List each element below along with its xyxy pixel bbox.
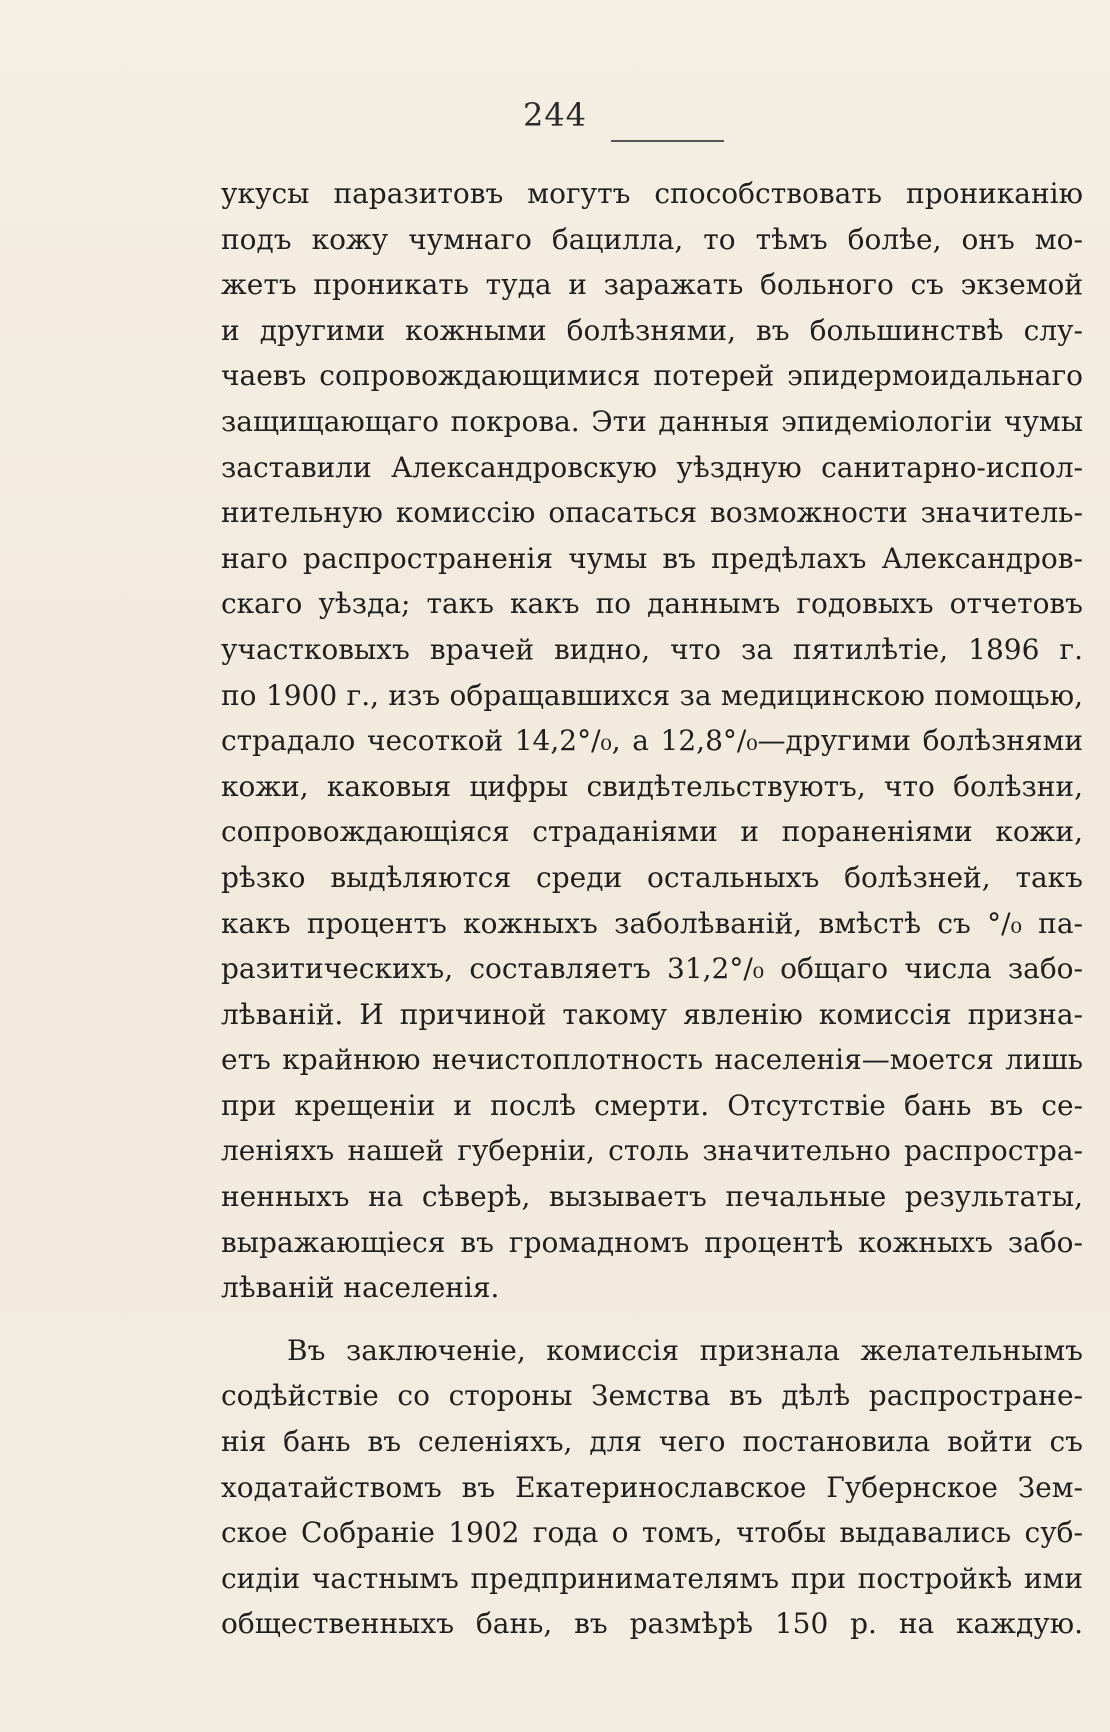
text-line: участковыхъ врачей видно, что за пятилѣтіе, 1896 г. [221, 632, 1083, 666]
page-number: 244 [522, 96, 588, 134]
text-line: разитическихъ, составляетъ 31,2°/₀ общаго числа забо- [221, 952, 1083, 986]
text-line: кожи, каковыя цифры свидѣтельствуютъ, что болѣзни, [221, 769, 1083, 803]
body-text [221, 171, 1083, 1647]
text-line: содѣйствіе со стороны Земства въ дѣлѣ распростране- [221, 1379, 1083, 1413]
text-line: леніяхъ нашей губерніи, столь значительно распростра- [221, 1134, 1083, 1168]
text-line: и другими кожными болѣзнями, въ большинствѣ слу- [221, 313, 1083, 347]
text-line: по 1900 г., изъ обращавшихся за медицинскою помощью, [221, 678, 1083, 712]
paragraph-gap [221, 1311, 1083, 1328]
text-line: сидіи частнымъ предпринимателямъ при постройкѣ ими [221, 1561, 1083, 1595]
text-line: какъ процентъ кожныхъ заболѣваній, вмѣстѣ съ °/₀ па- [221, 906, 1083, 940]
text-line: лѣваній. И причиной такому явленію комиссія призна- [221, 997, 1083, 1031]
text-line: ское Собраніе 1902 года о томъ, чтобы выдавались суб- [221, 1516, 1083, 1550]
text-line: страдало чесоткой 14,2°/₀, а 12,8°/₀—другими болѣзнями [221, 724, 1083, 758]
text-line: нительную комиссію опасаться возможности значитель- [221, 496, 1083, 530]
text-line: общественныхъ бань, въ размѣрѣ 150 р. на каждую. [221, 1607, 1083, 1641]
text-line: чаевъ сопровождающимися потерей эпидермоидальнаго [221, 359, 1083, 393]
text-line: Въ заключеніе, комиссія признала желательнымъ [287, 1333, 1083, 1367]
text-line: выражающіеся въ громадномъ процентѣ кожныхъ забо- [221, 1225, 1083, 1259]
text-line: етъ крайнюю нечистоплотность населенія—моется лишь [221, 1043, 1083, 1077]
text-line: рѣзко выдѣляются среди остальныхъ болѣзней, такъ [221, 860, 1083, 894]
text-line: жетъ проникать туда и заражать больного съ экземой [221, 268, 1083, 302]
paragraph-2 [221, 1328, 1083, 1647]
paragraph-1 [221, 171, 1083, 1311]
text-line: ненныхъ на сѣверѣ, вызываетъ печальные результаты, [221, 1180, 1083, 1214]
text-line: ходатайствомъ въ Екатеринославское Губернское Зем- [221, 1470, 1083, 1504]
text-line: скаго уѣзда; такъ какъ по даннымъ годовыхъ отчетовъ [221, 587, 1083, 621]
text-line: подъ кожу чумнаго бацилла, то тѣмъ болѣе, онъ мо- [221, 222, 1083, 256]
text-line: нія бань въ селеніяхъ, для чего постановила войти съ [221, 1425, 1083, 1459]
text-line: заставили Александровскую уѣздную санитарно-испол- [221, 450, 1083, 484]
text-line: защищающаго покрова. Эти данныя эпидеміологіи чумы [221, 404, 1083, 438]
text-line: лѣваній населенія. [221, 1271, 500, 1305]
text-line: укусы паразитовъ могутъ способствовать прониканію [221, 177, 1083, 210]
text-line: наго распространенія чумы въ предѣлахъ Александров- [221, 541, 1083, 575]
header-rule [611, 140, 724, 142]
text-line: при крещеніи и послѣ смерти. Отсутствіе бань въ се- [221, 1088, 1083, 1122]
text-line: сопровождающіяся страданіями и пораненіями кожи, [221, 815, 1083, 849]
